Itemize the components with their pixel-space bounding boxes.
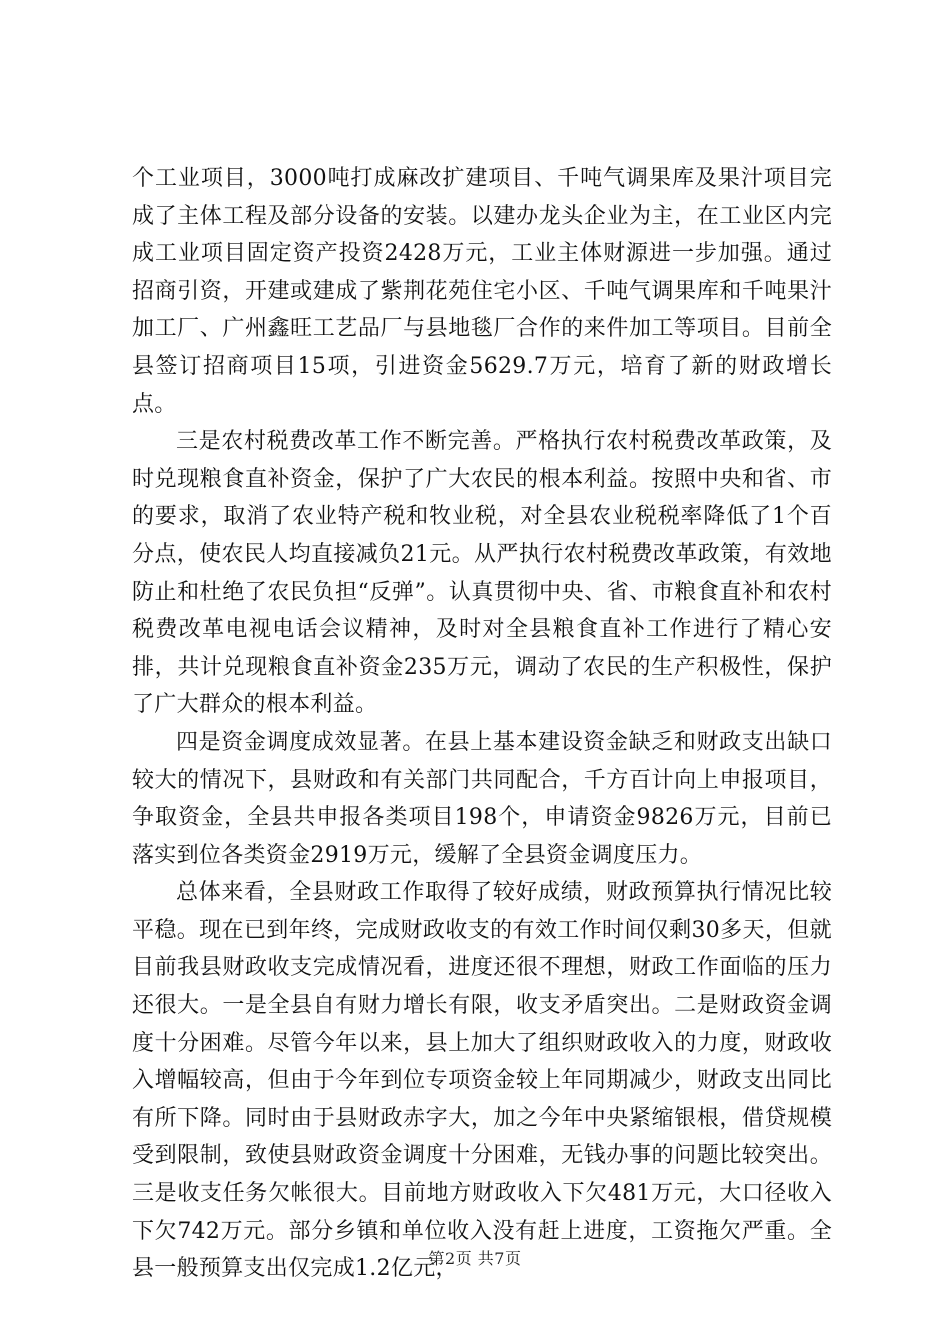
document-body — [132, 160, 832, 1288]
paragraph-2: 三是农村税费改革工作不断完善。严格执行农村税费改革政策，及时兑现粮食直补资金，保护了广大农民的根本利益。按照中央和省、市的要求，取消了农业特产税和牧业税，对全县农业税税率降低了1个百分点，使农民人均直接减负21元。从严执行农村税费改革政策，有效地防止和杜绝了农民负担“反弹”。认真贯彻中央、省、市粮食直补和农村税费改革电视电话会议精神，及时对全县粮食直补工作进行了精心安排，共计兑现粮食直补资金235万元，调动了农民的生产积极性，保护了广大群众的根本利益。 — [132, 429, 832, 718]
paragraph-3: 四是资金调度成效显著。在县上基本建设资金缺乏和财政支出缺口较大的情况下，县财政和有关部门共同配合，千方百计向上申报项目，争取资金，全县共申报各类项目198个，申请资金9826万元，目前已落实到位各类资金2919万元，缓解了全县资金调度压力。 — [132, 729, 832, 868]
page-number-footer: 第2页 共7页 — [428, 1249, 522, 1268]
paragraph-1: 个工业项目，3000吨打成麻改扩建项目、千吨气调果库及果汁项目完成了主体工程及部分设备的安装。以建办龙头企业为主，在工业区内完成工业项目固定资产投资2428万元，工业主体财源进一步加强。通过招商引资，开建或建成了紫荆花苑住宅小区、千吨气调果库和千吨果汁加工厂、广州鑫旺工艺品厂与县地毯厂合作的来件加工等项目。目前全县签订招商项目15项，引进资金5629.7万元，培育了新的财政增长点。 — [132, 166, 832, 417]
paragraph-4: 总体来看，全县财政工作取得了较好成绩，财政预算执行情况比较平稳。现在已到年终，完成财政收支的有效工作时间仅剩30多天，但就目前我县财政收支完成情况看，进度还很不理想，财政工作面临的压力还很大。一是全县自有财力增长有限，收支矛盾突出。二是财政资金调度十分困难。尽管今年以来，县上加大了组织财政收入的力度，财政收入增幅较高，但由于今年到位专项资金较上年同期减少，财政支出同比有所下降。同时由于县财政赤字大，加之今年中央紧缩银根，借贷规模受到限制，致使县财政资金调度十分困难，无钱办事的问题比较突出。三是收支任务欠帐很大。目前地方财政收入下欠481万元，大口径收入下欠742万元。部分乡镇和单位收入没有赶上进度，工资拖欠严重。全县一般预算支出仅完成1.2亿元， — [132, 880, 832, 1282]
